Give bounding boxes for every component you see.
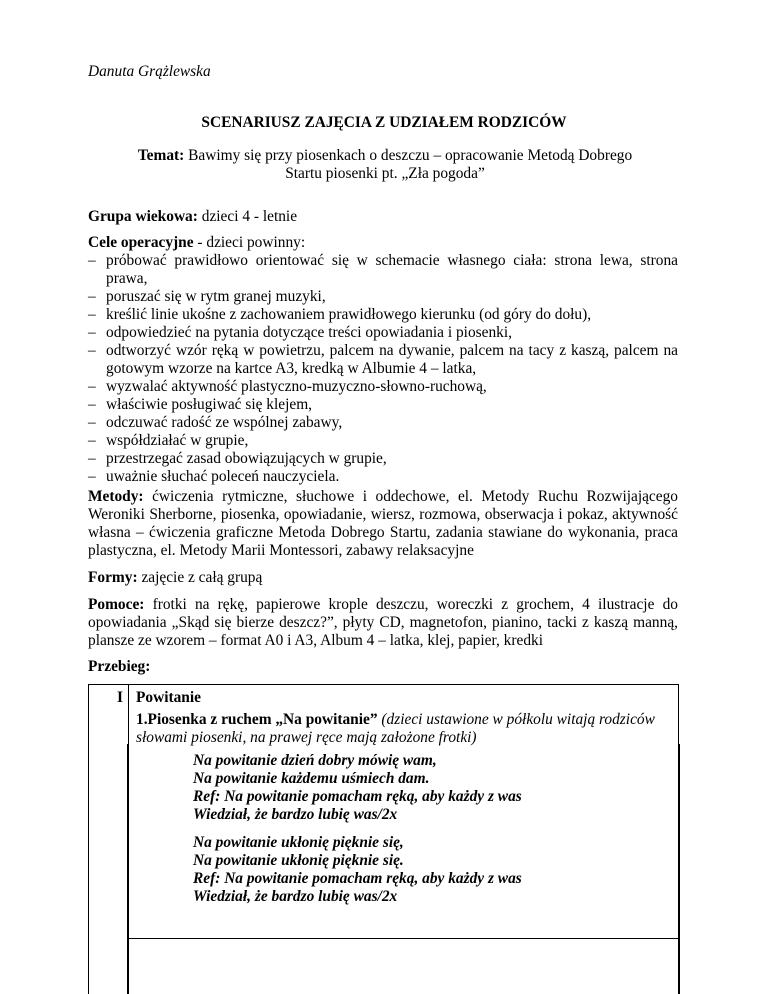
methods-paragraph — [88, 488, 678, 560]
methods-text: ćwiczenia rytmiczne, słuchowe i oddechowe, el. Metody Ruchu Rozwijającego Weroniki Sherborne, piosenka, opowiadanie, wiersz, rozmowa, obserwacja i pokaz, aktywność własna – ćwiczenia graficzne Metoda Dobrego Startu, zadania stawiane do wykonania, praca plastyczna, el. Metody Marii Montessori, zabawy relaksacyjne — [88, 488, 678, 559]
goals-section — [88, 234, 678, 486]
aids-paragraph — [88, 596, 678, 650]
age-group-text: dzieci 4 - letnie — [201, 208, 298, 225]
goals-heading — [88, 234, 678, 252]
aids-label: Pomoce: — [88, 596, 145, 613]
section-content-cell — [136, 689, 671, 747]
song-verse-2 — [193, 834, 522, 906]
list-item: – przestrzegać zasad obowiązujących w grupie, — [88, 450, 678, 468]
verse-line: Na powitanie ukłonię pięknie się. — [193, 852, 404, 869]
list-item: – wyzwalać aktywność plastyczno-muzyczno-słowno-ruchową, — [88, 378, 678, 396]
list-item: – uważnie słuchać poleceń nauczyciela. — [88, 468, 678, 486]
methods-label: Metody: — [88, 488, 144, 505]
goals-intro: - dzieci powinny: — [193, 234, 306, 251]
document-title: SCENARIUSZ ZAJĘCIA Z UDZIAŁEM RODZICÓW — [201, 114, 567, 131]
verse-line: Na powitanie każdemu uśmiech dam. — [193, 770, 430, 787]
section-title: Powitanie — [136, 689, 201, 706]
step-paragraph — [136, 711, 671, 747]
goals-label: Cele operacyjne — [88, 234, 194, 251]
verse-line: Wiedział, że bardzo lubię was/2x — [193, 888, 398, 905]
list-item: – właściwie posługiwać się klejem, — [88, 396, 678, 414]
verse-line: Ref: Na powitanie pomacham ręką, aby każdy z was — [193, 870, 522, 887]
list-item: – poruszać się w rytm granej muzyki, — [88, 288, 678, 306]
aids-text: frotki na rękę, papierowe krople deszczu, woreczki z grochem, 4 ilustracje do opowiadania „Skąd się bierze deszcz?”, płyty CD, magnetofon, pianino, tacki z kaszą manną, plansze ze wzorem – format A0 i A3, Album 4 – latka, klej, papier, kredki — [88, 596, 678, 649]
verse-line: Na powitanie ukłonię pięknie się, — [193, 834, 404, 851]
list-item: – próbować prawidłowo orientować się w schemacie własnego ciała: strona lewa, strona prawa, — [88, 252, 678, 288]
procedure-heading: Przebieg: — [88, 658, 151, 675]
list-item: – odtworzyć wzór ręką w powietrzu, palcem na dywanie, palcem na tacy z kaszą, palcem na gotowym wzorze na kartce A3, kredką w Albumie 4 – latka, — [88, 342, 678, 378]
forms-label: Formy: — [88, 569, 138, 586]
step-note: (dzieci ustawione w półkolu witają rodziców słowami piosenki, na prawej ręce mają założone frotki) — [136, 711, 655, 746]
list-item: – kreślić linie ukośne z zachowaniem prawidłowego kierunku (od góry do dołu), — [88, 306, 678, 324]
next-row-cell — [127, 938, 680, 994]
section-number: I — [117, 689, 123, 706]
forms-paragraph — [88, 569, 678, 587]
topic-label: Temat: — [137, 147, 185, 164]
topic-text: Bawimy się przy piosenkach o deszczu – opracowanie Metodą Dobrego Startu piosenki pt. „Zła pogoda” — [188, 147, 633, 182]
list-item: – odpowiedzieć na pytania dotyczące treści opowiadania i piosenki, — [88, 324, 678, 342]
forms-text: zajęcie z całą grupą — [141, 569, 263, 586]
topic-paragraph — [120, 147, 650, 183]
verse-line: Na powitanie dzień dobry mówię wam, — [193, 752, 437, 769]
step-title: 1.Piosenka z ruchem „Na powitanie” — [136, 711, 378, 728]
list-item: – współdziałać w grupie, — [88, 432, 678, 450]
author-name: Danuta Grążlewska — [88, 63, 211, 80]
verse-line: Wiedział, że bardzo lubię was/2x — [193, 806, 398, 823]
age-group-paragraph — [88, 208, 678, 226]
section-number-cell — [89, 685, 129, 994]
list-item: – odczuwać radość ze wspólnej zabawy, — [88, 414, 678, 432]
age-group-label: Grupa wiekowa: — [88, 208, 198, 225]
verse-line: Ref: Na powitanie pomacham ręką, aby każdy z was — [193, 788, 522, 805]
song-verse-1 — [193, 752, 522, 824]
goals-list — [88, 252, 678, 486]
